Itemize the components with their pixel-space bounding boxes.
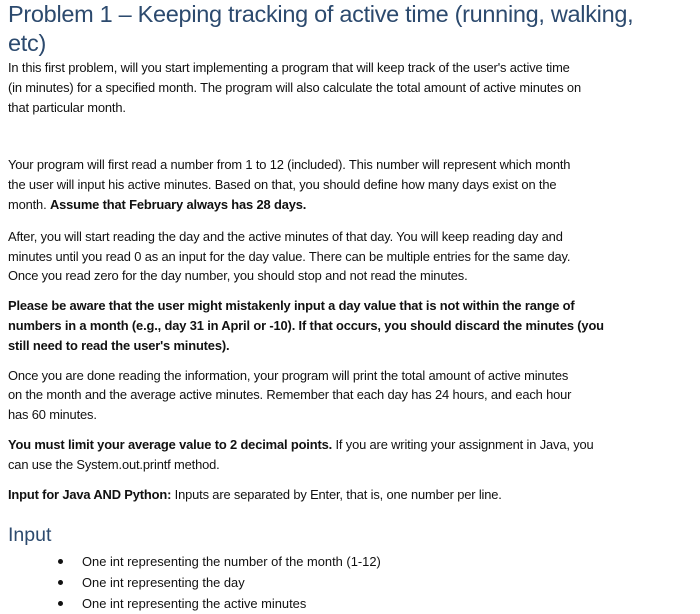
text: (in minutes) for a specified month. The program will also calculate the total amount of active minutes on [8,79,581,95]
list-item [8,572,700,593]
text-line [8,155,700,175]
text-line [8,175,700,195]
text-line [8,485,700,505]
bold-text: Assume that February always has 28 days. [49,196,307,212]
bullet-text: One int representing the number of the month (1-12) [82,554,381,570]
text: minutes until you read 0 as an input for the day value. There can be multiple entries for the same day. [8,248,571,264]
text-line [8,58,700,78]
paragraph [8,58,700,117]
text-line [8,98,700,118]
text-line [8,247,700,267]
bold-text: You must limit your average value to 2 decimal points. [8,436,333,452]
text-line [8,78,700,98]
text-line [8,266,700,286]
bold-text: numbers in a month (e.g., day 31 in April or -10). If that occurs, you should discard the minutes (you [8,317,604,333]
input-heading: Input [8,524,52,547]
bullet-icon [58,559,63,564]
problem-description [8,58,700,504]
problem-title [8,0,700,58]
text: can use the System.out.printf method. [8,456,220,472]
paragraph [8,155,700,214]
bullet-icon [58,580,63,585]
bold-text: Please be aware that the user might mistakenly input a day value that is not within the range of [8,298,575,314]
bullet-text: One int representing the active minutes [82,596,307,612]
bold-text: still need to read the user's minutes). [8,337,230,353]
text-line [8,316,700,336]
text-line [8,455,700,475]
paragraph [8,227,700,286]
text: Once you are done reading the information, your program will print the total amount of active minutes [8,367,569,383]
bullet-icon [58,601,63,606]
text-line [8,405,700,425]
text-line [8,227,700,247]
paragraph [8,296,700,355]
list-item [8,593,700,614]
text: After, you will start reading the day and the active minutes of that day. You will keep reading day and [8,228,563,244]
bullet-text: One int representing the day [82,575,245,591]
text-line [8,385,700,405]
input-list [8,551,700,614]
text: If you are writing your assignment in Java, you [332,436,594,452]
paragraph [8,366,700,425]
text: In this first problem, will you start implementing a program that will keep track of the user's active time [8,60,570,75]
text: Inputs are separated by Enter, that is, one number per line. [171,486,502,502]
text: Once you read zero for the day number, you should stop and not read the minutes. [8,268,468,284]
text-line [8,336,700,356]
text-line [8,296,700,316]
text: Your program will first read a number from 1 to 12 (included). This number will represent which month [8,157,571,173]
paragraph [8,435,700,475]
list-item [8,551,700,572]
text: has 60 minutes. [8,407,97,423]
paragraph [8,485,700,505]
title-line: Problem 1 – Keeping tracking of active time (running, walking, [8,1,634,27]
bold-text: Input for Java AND Python: [8,486,172,502]
text: month. [8,196,50,212]
text: that particular month. [8,99,126,115]
text: on the month and the average active minutes. Remember that each day has 24 hours, and each hour [8,387,572,403]
text-line [8,366,700,386]
text: the user will input his active minutes. Based on that, you should define how many days exist on the [8,177,557,193]
text-line [8,435,700,455]
text-line [8,195,700,215]
title-line: etc) [8,30,46,56]
